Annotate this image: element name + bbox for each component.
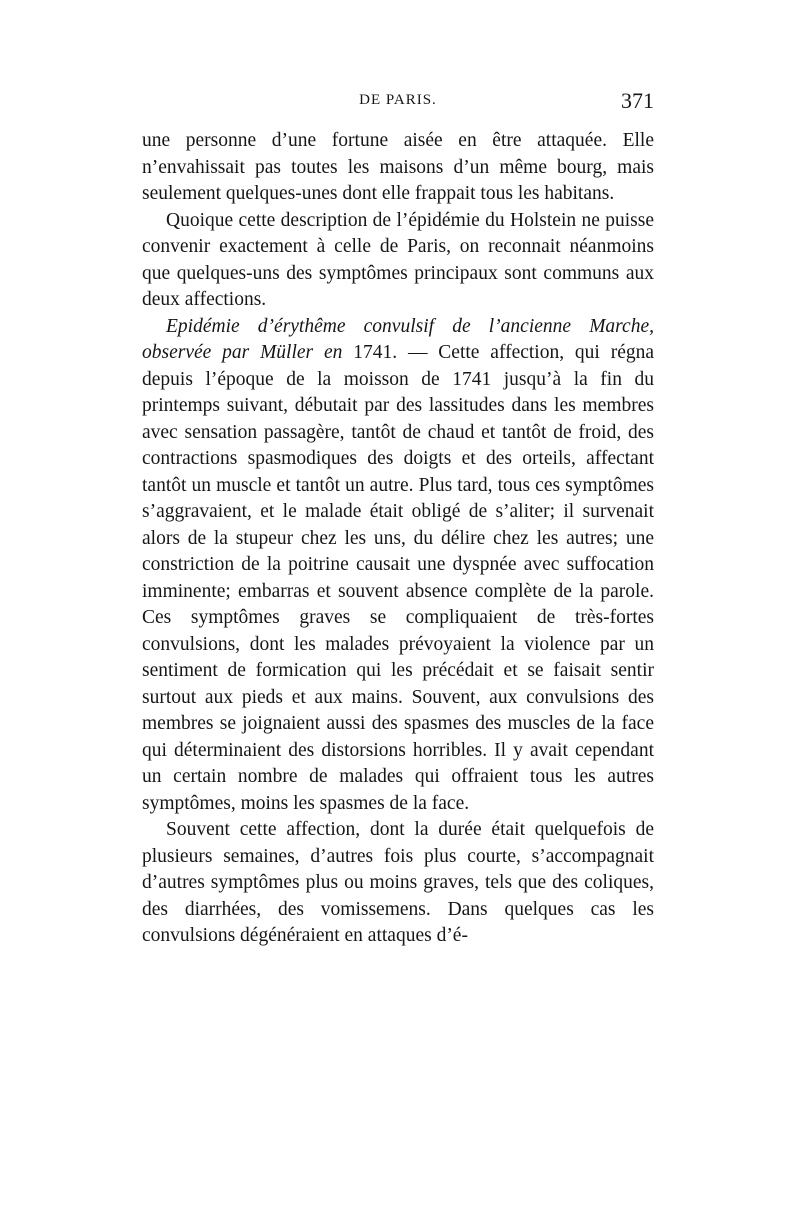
running-title: DE PARIS. (359, 92, 437, 108)
paragraph-2: Quoique cette description de l’épidémie du Holstein ne puisse convenir exactement à celle de Paris, on reconnait néanmoins que quelques-uns des symptômes principaux sont communs aux deux affections. (142, 209, 654, 310)
paragraph-3-text: — Cette affection, qui régna depuis l’époque de la moisson de 1741 jusqu’à la fin du printemps suivant, débutait par des lassitudes dans les membres avec sensation passagère, tantôt de chaud et tantôt de froid, des contractions spasmodiques des doigts et des orteils, affectant tantôt un muscle et tantôt un autre. Plus tard, tous ces symptômes s’aggravaient, et le malade était obligé de s’aliter; il survenait alors de la stupeur chez les uns, du délire chez les autres; une constriction de la poitrine causait une dyspnée avec suffocation imminente; embarras et souvent absence complète de la parole. Ces symptômes graves se compliquaient de très-fortes convulsions, dont les malades prévoyaient la violence par un sentiment de formication qui les précédait et se faisait sentir surtout aux pieds et aux mains. Souvent, aux convulsions des membres se joignaient aussi des spasmes des muscles de la face qui déterminaient des distorsions horribles. Il y avait cependant un certain nombre de malades qui offraient tous les autres symptômes, moins les spasmes de la face. (142, 342, 654, 814)
section-heading-year: 1741. (353, 342, 398, 363)
running-head (142, 88, 654, 118)
paragraph-4: Souvent cette affection, dont la durée était quelquefois de plusieurs semaines, d’autres fois plus courte, s’accompagnait d’autres symptômes plus ou moins graves, tels que des coliques, des diarrhées, des vomissemens. Dans quelques cas les convulsions dégénéraient en attaques d’é- (142, 819, 654, 946)
paragraph-1: une personne d’une fortune aisée en être attaquée. Elle n’envahissait pas toutes les maisons d’un même bourg, mais seulement quelques-unes dont elle frappait tous les habitans. (142, 130, 654, 204)
section-heading: Epidémie d’érythême convulsif de l’ancienne Marche, observée par Müller en (142, 315, 654, 363)
paragraph-3 (142, 314, 654, 818)
page-number: 371 (621, 88, 654, 113)
body-text (142, 128, 654, 950)
